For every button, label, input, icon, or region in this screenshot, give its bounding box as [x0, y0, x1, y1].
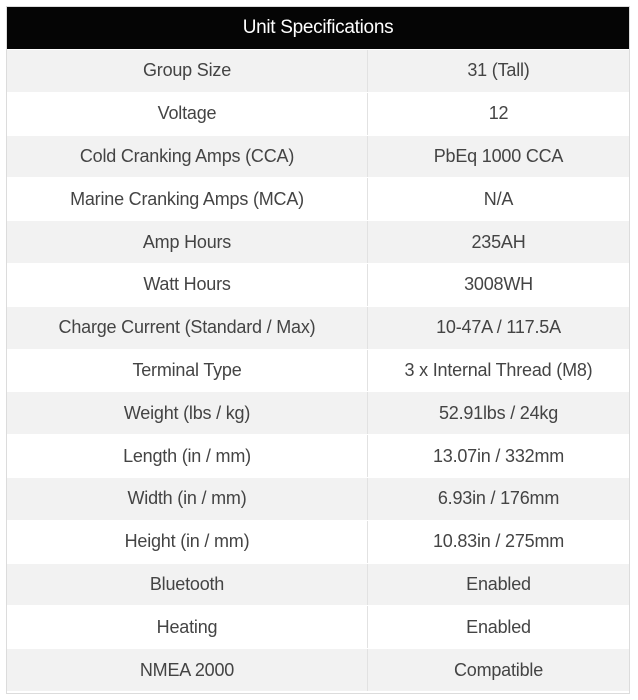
table-row	[7, 648, 629, 691]
table-body	[7, 49, 629, 691]
row-label: Terminal Type	[7, 350, 368, 392]
row-label: Weight (lbs / kg)	[7, 392, 368, 434]
row-value: 235AH	[368, 221, 629, 263]
table-row	[7, 49, 629, 92]
table-row	[7, 520, 629, 563]
row-label: Width (in / mm)	[7, 478, 368, 520]
table-row	[7, 135, 629, 178]
row-value: 6.93in / 176mm	[368, 478, 629, 520]
row-label: Group Size	[7, 50, 368, 92]
row-label: Bluetooth	[7, 564, 368, 606]
row-value: 12	[368, 93, 629, 135]
table-row	[7, 263, 629, 306]
row-value: Enabled	[368, 564, 629, 606]
row-label: Heating	[7, 606, 368, 648]
row-label: Marine Cranking Amps (MCA)	[7, 178, 368, 220]
table-title: Unit Specifications	[7, 7, 629, 49]
row-label: Length (in / mm)	[7, 435, 368, 477]
row-value: PbEq 1000 CCA	[368, 136, 629, 178]
table-row	[7, 563, 629, 606]
row-value: 10-47A / 117.5A	[368, 307, 629, 349]
row-label: Height (in / mm)	[7, 521, 368, 563]
row-value: Compatible	[368, 649, 629, 691]
table-row	[7, 220, 629, 263]
row-value: 52.91lbs / 24kg	[368, 392, 629, 434]
row-value: N/A	[368, 178, 629, 220]
table-row	[7, 477, 629, 520]
row-label: Amp Hours	[7, 221, 368, 263]
table-row	[7, 92, 629, 135]
row-label: Watt Hours	[7, 264, 368, 306]
table-row	[7, 391, 629, 434]
row-label: Voltage	[7, 93, 368, 135]
row-label: Charge Current (Standard / Max)	[7, 307, 368, 349]
row-value: 3008WH	[368, 264, 629, 306]
row-label: Cold Cranking Amps (CCA)	[7, 136, 368, 178]
table-row	[7, 306, 629, 349]
spec-table	[6, 6, 630, 694]
table-row	[7, 349, 629, 392]
row-value: 31 (Tall)	[368, 50, 629, 92]
table-row	[7, 605, 629, 648]
table-row	[7, 434, 629, 477]
row-value: 13.07in / 332mm	[368, 435, 629, 477]
table-row	[7, 177, 629, 220]
row-value: 10.83in / 275mm	[368, 521, 629, 563]
row-value: 3 x Internal Thread (M8)	[368, 350, 629, 392]
row-label: NMEA 2000	[7, 649, 368, 691]
row-value: Enabled	[368, 606, 629, 648]
